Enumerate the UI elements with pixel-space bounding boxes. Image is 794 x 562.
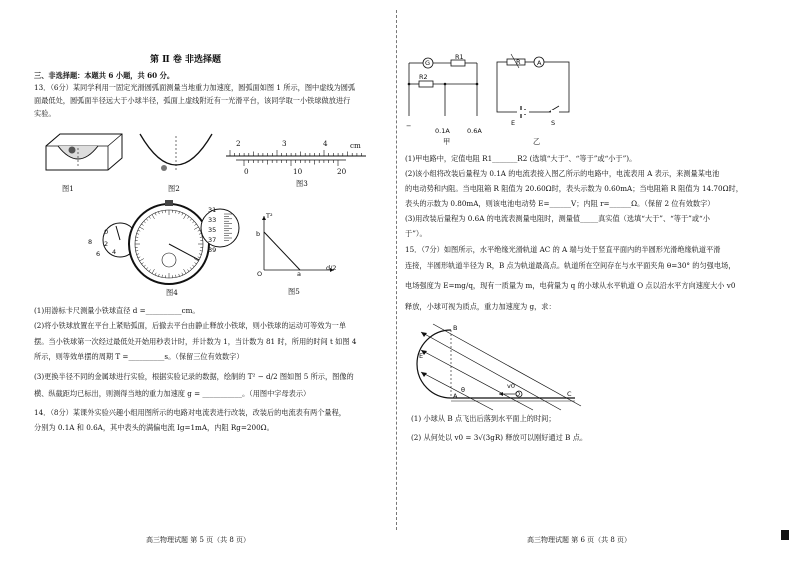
dial-label-4: 4 [112,248,117,256]
dial-label-2: 2 [104,240,109,248]
ruler-unit: cm [350,141,361,150]
circuit-a-label: A [537,59,542,67]
q15-figure [415,318,585,414]
q15-c-label: C [567,390,572,398]
corner-mark [781,530,789,540]
graph-x-label: d/2 [326,264,337,272]
q15-a-label: A [453,392,458,400]
q13-part-3-line-2: 横、纵截距均已标出，则测得当地的重力加速度 g = ___________。（用图中字母表示） [34,389,311,398]
circuit-terminal-0-1a: 0.1A [435,127,450,135]
q15-stem-line-1: 15．（7分）如图所示，水平绝缘光滑轨道 AC 的 A 端与处于竖直平面内的半圆形光滑绝缘轨道平滑 [405,245,721,254]
ruler-label-3: 3 [282,139,287,148]
q13-stem-1: 13．（6分）某同学利用一固定光滑圆弧面测量当地重力加速度，圆弧面如图 1 所示，图中虚线为圆弧 [34,83,356,92]
figure-2-caption: 图2 [168,184,180,193]
dial-label-35: 35 [208,226,217,234]
circuit-minus-label: − [406,122,412,130]
q13-stem-2: 面最低处，圆弧面半径远大于小球半径，弧面上虚线附近有一光滑平台，该同学取一小铁球做放进行 [34,96,351,105]
q14-part-1: (1)甲电路中，定值电阻 R1_______R2 (选填“大于”、“等于”或“小于”)。 [405,154,637,163]
q15-sub-2: (2) 从何处以 v0 = 3√(3gR) 释放可以刚好通过 B 点。 [411,433,588,442]
q13-part-2-line-2: 摆。当小铁球第一次经过最低处开始用秒表计时，并计数为 1，当计数为 81 时，所用的时间 t 如图 4 [34,337,357,346]
q14-part-3-line-1: (3)用改装后量程为 0.6A 的电流表测量电阻时，测量值_____真实值（选填“大于”、“等于”或“小 [405,214,710,223]
graph-a-label: a [297,270,301,278]
figure-4-stopwatch [94,200,244,288]
right-page [397,0,794,562]
figure-2-arc [136,130,216,185]
ruler-label-4: 4 [323,139,328,148]
circuit-s-label: S [551,119,556,127]
q13-part-1: (1)用游标卡尺测量小铁球直径 d =__________cm。 [34,306,200,315]
circuit-terminal-0-6a: 0.6A [467,127,482,135]
figure-3-caption: 图3 [296,179,308,188]
graph-origin-label: O [257,270,263,278]
circuit-yi-caption: 乙 [533,137,541,146]
right-footer: 高三物理试题 第 6 页（共 8 页） [527,536,632,544]
q14-part-3-line-2: 于”）。 [405,229,427,238]
q13-stem-3: 实验。 [34,109,56,118]
circuit-r-label: R [516,58,521,66]
vernier-label-10: 10 [293,167,303,176]
q15-b-label: B [453,324,458,332]
q14-stem-line-2: 分别为 0.1A 和 0.6A，其中表头的满偏电流 Ig=1mA，内阻 Rg=200Ω。 [34,423,274,432]
q14-part-2-line-3: 表头的示数为 0.80mA，则该电池电动势 E=______V；内阻 r=______Ω。（保留 2 位有效数字） [405,199,715,208]
vernier-label-20: 20 [337,167,347,176]
dial-label-33: 33 [208,216,217,224]
figure-1-caption: 图1 [62,184,74,193]
figure-5-caption: 图5 [288,287,300,296]
section-title: 第 Ⅱ 卷 非选择题 [150,55,221,65]
q15-sub-1: (1) 小球从 B 点飞出后落到水平面上的时间； [411,414,556,423]
figure-1-arc-block [38,128,128,188]
q14-part-2-line-2: 的电动势和内阻。当电阻箱 R 阻值为 20.60Ω时，表头示数为 0.60mA；当电阻箱 R 阻值为 14.70Ω时， [405,184,743,193]
left-footer: 高三物理试题 第 5 页（共 8 页） [146,536,251,544]
vernier-label-0: 0 [244,167,249,176]
q14-part-2-line-1: (2)该小组将改装后量程为 0.1A 的电流表接入图乙所示的电路中，电流表用 A 表示，来测量某电池 [405,169,720,178]
dial-label-6: 6 [96,250,101,258]
q15-o-label: O [515,390,521,398]
dial-label-37: 37 [208,236,217,244]
q15-e-label: E [419,352,424,360]
dial-label-8: 8 [88,238,93,246]
circuit-jia [405,48,497,130]
circuit-jia-caption: 甲 [443,137,451,146]
figure-4-caption: 图4 [166,288,178,297]
dial-label-39: 39 [208,246,217,254]
figure-5-graph [256,214,336,276]
circuit-r1-label: R1 [455,53,464,61]
q15-v0-label: v0 [507,382,515,390]
graph-y-label: T² [266,212,273,220]
q15-stem-line-3: 电场强度为 E=mg/q，现有一质量为 m，电荷量为 q 的小球从水平轨道 O 点以沿水平方向速度大小 v0 [405,281,736,290]
circuit-e-label: E [511,119,516,127]
q13-part-2-line-3: 所示，则等效单摆的周期 T =__________s。（保留三位有效数字） [34,352,244,361]
circuit-r2-label: R2 [419,73,428,81]
section-header: 三、非选择题：本题共 6 小题，共 60 分。 [34,71,175,80]
circuit-yi [493,52,573,122]
dial-label-31: 31 [208,206,217,214]
circuit-g-label: G [425,59,431,67]
q15-theta-label: θ [461,386,465,394]
q14-stem-line-1: 14．（8分）某课外实验兴趣小组用图所示的电路对电流表进行改装，改装后的电流表有两个量程， [34,408,346,417]
q15-stem-line-2: 连接，半圆形轨道半径为 R，B 点为轨道最高点。轨道所在空间存在与水平面夹角 θ=30° 的匀强电场， [405,261,736,270]
q13-part-2-line-1: (2)将小铁球放置在平台上紧贴弧面，后撤去平台由静止释放小铁球，则小铁球的运动可等效为一单 [34,321,347,330]
ruler-label-2: 2 [236,139,241,148]
dial-label-0: 0 [104,228,109,236]
q15-stem-line-4: 释放，小球可视为质点，重力加速度为 g，求： [405,302,556,311]
q13-part-3-line-1: (3)更换半径不同的金属球进行实验，根据实验记录的数据，绘制的 T² − d/2 图如图 5 所示，图像的 [34,372,354,381]
graph-b-label: b [256,230,261,238]
